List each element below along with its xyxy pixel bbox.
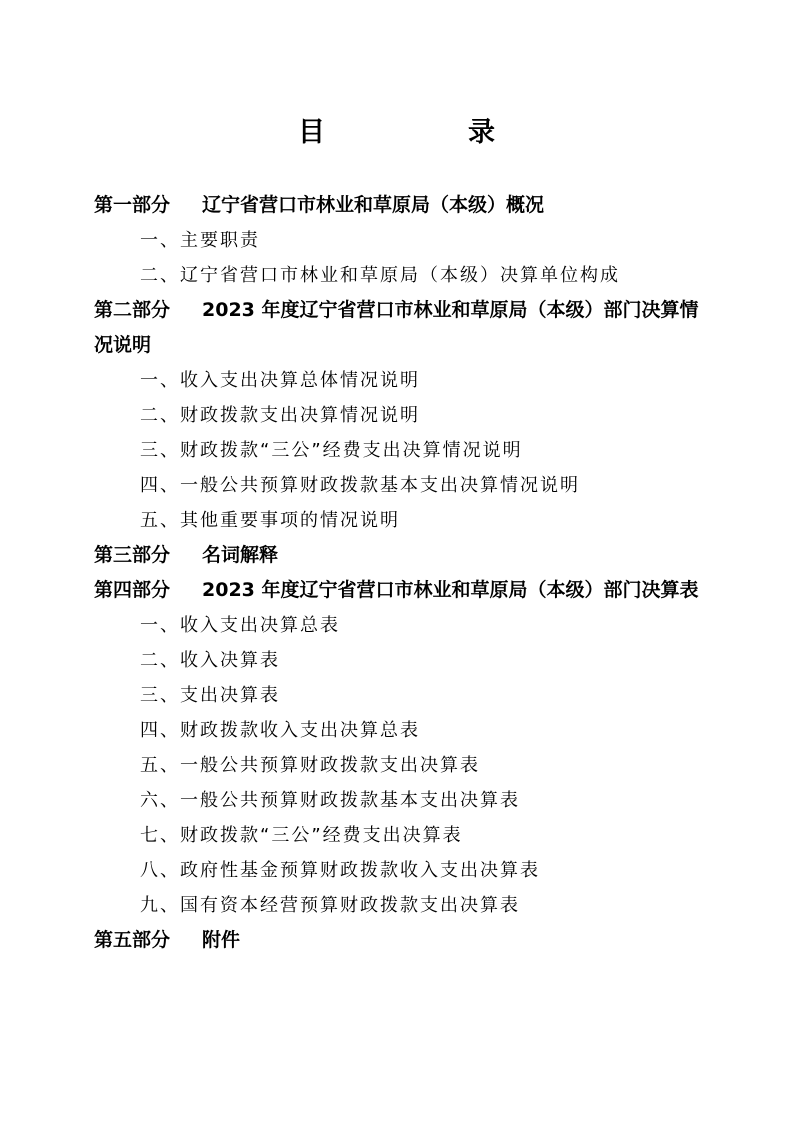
part-number: 第五部分 [94, 929, 171, 951]
toc-item[interactable]: 六、一般公共预算财政拨款基本支出决算表 [140, 790, 520, 811]
toc-item[interactable]: 八、政府性基金预算财政拨款收入支出决算表 [140, 860, 540, 881]
toc-part-3[interactable] [94, 538, 714, 573]
toc-item[interactable]: 九、国有资本经营预算财政拨款支出决算表 [140, 895, 520, 916]
toc-item[interactable]: 一、收入支出决算总体情况说明 [140, 370, 420, 391]
toc-item[interactable]: 一、收入支出决算总表 [140, 615, 340, 636]
part-number: 第二部分 [94, 299, 171, 321]
toc-item[interactable]: 四、一般公共预算财政拨款基本支出决算情况说明 [140, 475, 580, 496]
toc-part-1[interactable] [94, 188, 714, 223]
part-number: 第一部分 [94, 194, 171, 216]
toc-part-4[interactable] [94, 573, 714, 608]
part-title: 名词解释 [202, 544, 279, 566]
toc-item[interactable]: 二、财政拨款支出决算情况说明 [140, 405, 420, 426]
part-number: 第四部分 [94, 579, 171, 601]
part-title: 附件 [202, 929, 241, 951]
page-title: 目 录 [298, 117, 553, 148]
toc-item[interactable]: 三、支出决算表 [140, 685, 280, 706]
toc-item[interactable]: 三、财政拨款“三公”经费支出决算情况说明 [140, 440, 523, 461]
toc-part-2[interactable] [94, 293, 714, 363]
toc-item[interactable]: 二、收入决算表 [140, 650, 280, 671]
part-title: 辽宁省营口市林业和草原局（本级）概况 [202, 194, 545, 216]
toc-part-5[interactable] [94, 923, 714, 958]
toc-item[interactable]: 二、辽宁省营口市林业和草原局（本级）决算单位构成 [140, 265, 620, 286]
part-number: 第三部分 [94, 544, 171, 566]
part-title: 2023 年度辽宁省营口市林业和草原局（本级）部门决算情况说明 [94, 299, 699, 356]
toc-item[interactable]: 七、财政拨款“三公”经费支出决算表 [140, 825, 463, 846]
toc-item[interactable]: 五、其他重要事项的情况说明 [140, 510, 400, 531]
toc-item[interactable]: 四、财政拨款收入支出决算总表 [140, 720, 420, 741]
table-of-contents [94, 188, 714, 958]
part-title: 2023 年度辽宁省营口市林业和草原局（本级）部门决算表 [202, 579, 699, 601]
toc-item[interactable]: 一、主要职责 [140, 230, 260, 251]
toc-item[interactable]: 五、一般公共预算财政拨款支出决算表 [140, 755, 480, 776]
